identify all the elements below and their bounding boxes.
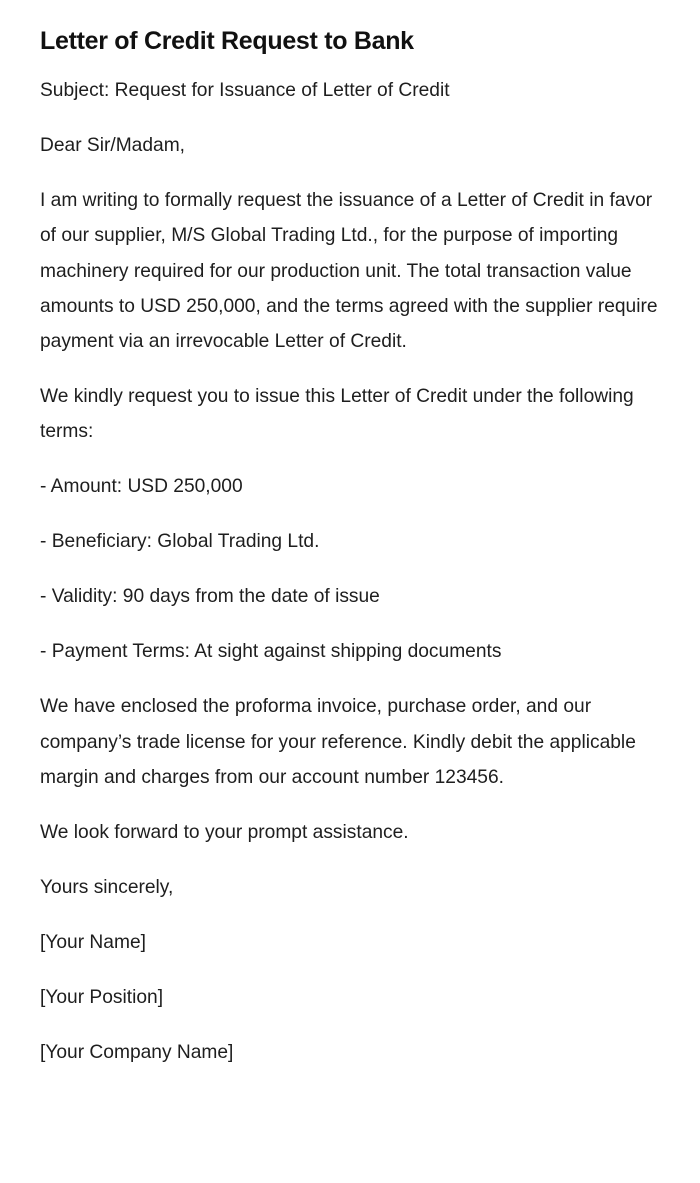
term-amount: - Amount: USD 250,000: [40, 476, 243, 498]
closing-line: We look forward to your prompt assistance.: [40, 821, 409, 843]
signoff: Yours sincerely,: [40, 876, 174, 898]
subject-line: Subject: Request for Issuance of Letter of Credit: [40, 80, 450, 101]
term-payment: - Payment Terms: At sight against shipping documents: [40, 641, 502, 663]
signer-position: [Your Position]: [40, 986, 164, 1008]
signer-name: [Your Name]: [40, 931, 146, 953]
term-beneficiary: - Beneficiary: Global Trading Ltd.: [40, 531, 320, 553]
enclosures-paragraph: We have enclosed the proforma invoice, purchase order, and our company’s trade license for your reference. Kindly debit the applicable margin and charges from our account number 123456.: [40, 696, 636, 788]
page-title: Letter of Credit Request to Bank: [40, 27, 414, 55]
signer-company: [Your Company Name]: [40, 1041, 234, 1063]
request-paragraph: We kindly request you to issue this Letter of Credit under the following terms:: [40, 386, 634, 443]
salutation: Dear Sir/Madam,: [40, 134, 186, 156]
intro-paragraph: I am writing to formally request the issuance of a Letter of Credit in favor of our supplier, M/S Global Trading Ltd., for the purpose of importing machinery required for our production unit. The total transaction value amounts to USD 250,000, and the terms agreed with the supplier require payment via an irrevocable Letter of Credit.: [40, 189, 658, 353]
term-validity: - Validity: 90 days from the date of issue: [40, 586, 380, 608]
